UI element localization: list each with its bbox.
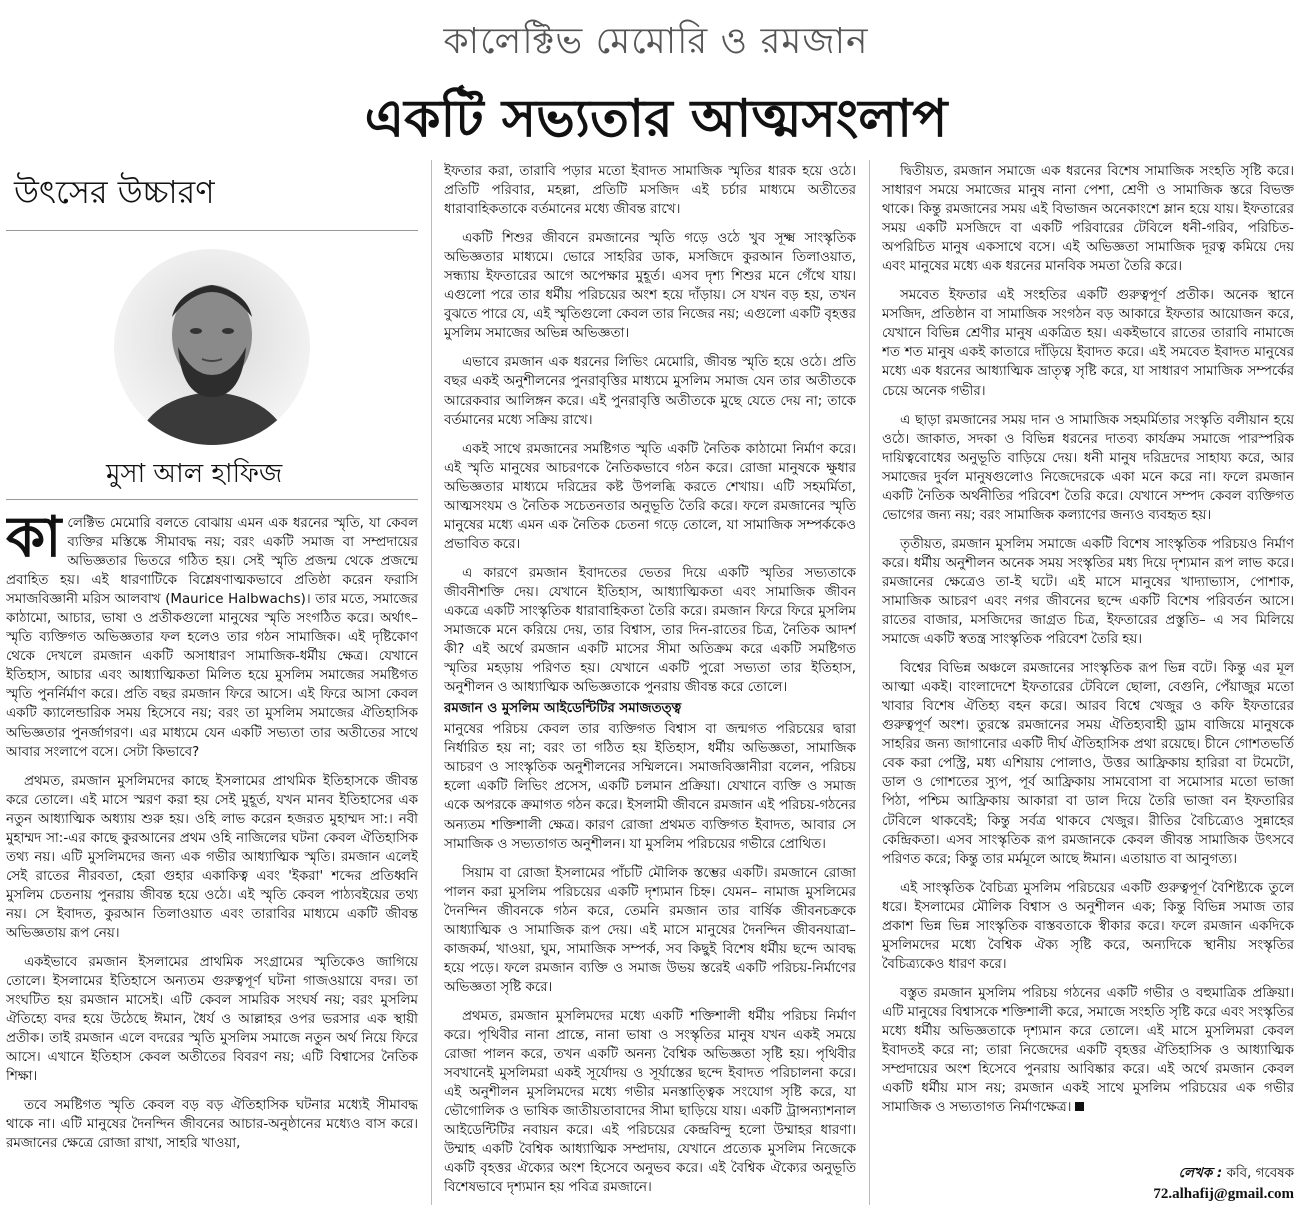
paragraph: একইভাবে রমজান ইসলামের প্রাথমিক সংগ্রামের স্মৃতিকেও জাগিয়ে তোলে। ইসলামের ইতিহাসে অন্যতম গুরুত্বপূর্ণ ঘটনা গাজওয়ায়ে বদর। তা সংঘটিত হয় রমজান মাসেই। এটি কেবল সামরিক সংঘর্ষ নয়; বরং মুসলিম ঐতিহ্যে বদর হয়ে উঠেছে ঈমান, ধৈর্য ও আল্লাহর ওপর ভরসার এক স্থায়ী প্রতীক। তাই রমজান এলে বদরের স্মৃতি মুসলিম সমাজে নতুন অর্থ নিয়ে ফিরে আসে। এখানে ইতিহাস কেবল অতীতের বিবরণ নয়; এটি বিশ্বাসের নৈতিক শিক্ষা। xyxy=(6,955,418,1085)
paragraph: কালেক্টিভ মেমোরি বলতে বোঝায় এমন এক ধরনের স্মৃতি, যা কেবল ব্যক্তির মস্তিষ্কে সীমাবদ্ধ নয়; বরং একটি সমাজ বা সম্প্রদায়ের অভিজ্ঞতার ভিতরে গঠিত হয়। সেই স্মৃতি প্রজন্ম থেকে প্রজন্মে প্রবাহিত হয়। এই ধারণাটিকে বিশ্লেষণাত্মকভাবে প্রতিষ্ঠা করেন ফরাসি সমাজবিজ্ঞানী মরিস আলবাখ (Maurice Halbwachs)। তার মতে, সমাজের কাঠামো, আচার, ভাষা ও প্রতীকগুলো মানুষের স্মৃতি সংগঠিত করে। অর্থাৎ– স্মৃতি ব্যক্তিগত অভিজ্ঞতার ফল হলেও তার গঠন সামাজিক। এই দৃষ্টিকোণ থেকে দেখলে রমজান একটি অসাধারণ সামাজিক-ধর্মীয় ক্ষেত্র। যেখানে ইতিহাস, আচার এবং আধ্যাত্মিকতা মিলিত হয়ে মুসলিম সমাজের সমষ্টিগত স্মৃতি পুনর্নির্মাণ করে। প্রতি বছর রমজান ফিরে আসে। এই ফিরে আসা কেবল একটি ক্যালেন্ডারিক সময় হিসেবে নয়; বরং তা মুসলিম সমাজের ঐতিহাসিক অভিজ্ঞতার পুনর্জাগরণ। এর মাধ্যমে যেন একটি সভ্যতা তার অতীতের সাথে আবার সংলাপে বসে। সেটা কিভাবে? xyxy=(6,505,418,760)
paragraph: মানুষের পরিচয় কেবল তার ব্যক্তিগত বিশ্বাস বা জন্মগত পরিচয়ের দ্বারা নির্ধারিত হয় না; বরং তা গঠিত হয় ইতিহাস, ধর্মীয় অভিজ্ঞতা, সামাজিক আচরণ ও সাংস্কৃতিক অনুশীলনের সম্মিলনে। সমাজবিজ্ঞানীরা বলেন, পরিচয় হলো একটি লিভিং প্রসেস, একটি চলমান প্রক্রিয়া। যেখানে ব্যক্তি ও সমাজ একে অপরকে ক্রমাগত গঠন করে। ইসলামী জীবনে রমজান এই পরিচয়-গঠনের অন্যতম শক্তিশালী ক্ষেত্র। কারণ রোজা প্রথমত ব্যক্তিগত ইবাদত, আবার সে সামাজিক ও সভ্যতাগত অনুশীলন। যা মুসলিম পরিচয়ের গভীরে প্রোথিত। xyxy=(444,722,856,852)
paragraph: প্রথমত, রমজান মুসলিমদের মধ্যে একটি শক্তিশালী ধর্মীয় পরিচয় নির্মাণ করে। পৃথিবীর নানা প্রান্তে, নানা ভাষা ও সংস্কৃতির মানুষ যখন একই সময়ে রোজা পালন করে, তখন একটি অনন্য বৈশ্বিক অভিজ্ঞতা সৃষ্টি হয়। পৃথিবীর সবখানেই মুসলিমরা একই সূর্যোদয় ও সূর্যাস্তের ছন্দে ইবাদত পরিচালনা করে। এই অনুশীলন মুসলিমদের মধ্যে গভীর মনস্তাত্ত্বিক সংযোগ সৃষ্টি করে, যা ভৌগোলিক ও ভাষিক জাতীয়তাবাদের সীমা ছাড়িয়ে যায়। একটি ট্রান্সন্যাশনাল আইডেন্টিটির নবায়ন করে। এই পরিচয়ের কেন্দ্রবিন্দু হলো উম্মাহর ধারণা। উম্মাহ একটি বৈশ্বিক আধ্যাত্মিক সম্প্রদায়, যেখানে প্রত্যেক মুসলিম নিজেকে একটি বৃহত্তর ঐক্যের অংশ হিসেবে অনুভব করে। এই বৈশ্বিক ঐক্যের অনুভূতি বিশেষভাবে দৃশ্যমান হয় পবিত্র রমজানে। xyxy=(444,1008,856,1196)
paragraph: এ ছাড়া রমজানের সময় দান ও সামাজিক সহমর্মিতার সংস্কৃতি বলীয়ান হয়ে ওঠে। জাকাত, সদকা ও বিভিন্ন ধরনের দাতব্য কার্যক্রম সমাজে পারস্পরিক দায়িত্ববোধের অনুভূতি বাড়িয়ে দেয়। ধনী মানুষ দরিদ্রদের সাহায্য করে, আর সমাজের দুর্বল মানুষগুলোও নিজেদেরকে একা মনে করে না। ফলে রমজান একটি নৈতিক অর্থনীতির পরিবেশ তৈরি করে। যেখানে সম্পদ কেবল ব্যক্তিগত ভোগের জন্য নয়; বরং সামাজিক কল্যাণের জন্যও ব্যবহৃত হয়। xyxy=(882,412,1294,523)
section-subhead: রমজান ও মুসলিম আইডেন্টিটির সমাজতত্ত্ব xyxy=(444,701,682,717)
paragraph: একটি শিশুর জীবনে রমজানের স্মৃতি গড়ে ওঠে খুব সূক্ষ্ম সাংস্কৃতিক অভিজ্ঞতার মাধ্যমে। ভোরে সাহরির ডাক, মসজিদে কুরআন তিলাওয়াত, সন্ধ্যায় ইফতারের আগে অপেক্ষার মুহূর্ত। এসব দৃশ্য শিশুর মনে গেঁথে যায়। এগুলো পরে তার ধর্মীয় পরিচয়ের অংশ হয়ে দাঁড়ায়। সে যখন বড় হয়, তখন বুঝতে পারে যে, এই স্মৃতিগুলো কেবল তার নিজের নয়; এগুলো একটি বৃহত্তর মুসলিম সমাজের অভিন্ন অভিজ্ঞতা। xyxy=(444,231,856,342)
kicker-title: কালেক্টিভ মেমোরি ও রমজান xyxy=(443,21,869,62)
paragraph: সিয়াম বা রোজা ইসলামের পাঁচটি মৌলিক স্তম্ভের একটি। রমজানে রোজা পালন করা মুসলিম পরিচয়ের একটি দৃশ্যমান চিহ্ন। যেমন– নামাজ মুসলিমের দৈনন্দিন জীবনকে গঠন করে, তেমনি রমজান তার বার্ষিক জীবনচক্রকে আধ্যাত্মিক ও সামাজিক রূপ দেয়। এই মাসে মানুষের দৈনন্দিন জীবনযাত্রা– কাজকর্ম, খাওয়া, ঘুম, সামাজিক সম্পর্ক, সব কিছুই বিশেষ ধর্মীয় ছন্দে আবদ্ধ হয়ে পড়ে। ফলে রমজান ব্যক্তি ও সমাজ উভয় স্তরেই একটি পরিচয়-নির্মাণের অভিজ্ঞতা সৃষ্টি করে। xyxy=(444,865,856,995)
paragraph: একই সাথে রমজানের সমষ্টিগত স্মৃতি একটি নৈতিক কাঠামো নির্মাণ করে। এই স্মৃতি মানুষের আচরণকে নৈতিকভাবে গঠন করে। রোজা মানুষকে ক্ষুধার অভিজ্ঞতার মাধ্যমে দরিদ্রের কষ্ট উপলব্ধি করতে শেখায়। এটি সহমর্মিতা, আত্মসংযম ও নৈতিক সচেতনতার অনুভূতি তৈরি করে। ফলে রমজানের স্মৃতি মানুষের মধ্যে এমন এক নৈতিক চেতনা গড়ে তোলে, যা সামাজিক সম্পর্ককেও প্রভাবিত করে। xyxy=(444,441,856,552)
column-title: উৎসের উচ্চারণ xyxy=(14,173,215,211)
paragraph: সমবেত ইফতার এই সংহতির একটি গুরুত্বপূর্ণ প্রতীক। অনেক স্থানে মসজিদ, প্রতিষ্ঠান বা সামাজিক সংগঠন বড় আকারে ইফতার আয়োজন করে, যেখানে বিভিন্ন শ্রেণীর মানুষ একত্রিত হয়। একইভাবে রাতের তারাবি নামাজে শত শত মানুষ একই কাতারে দাঁড়িয়ে ইবাদত করে। এই সমবেত ইবাদত মানুষের মধ্যে এক ধরনের আধ্যাত্মিক ভ্রাতৃত্ব সৃষ্টি করে, যা সাধারণ সামাজিক সম্পর্কের চেয়ে অনেক গভীর। xyxy=(882,288,1294,399)
paragraph: এভাবে রমজান এক ধরনের লিভিং মেমোরি, জীবন্ত স্মৃতি হয়ে ওঠে। প্রতি বছর একই অনুশীলনের পুনরাবৃত্তির মাধ্যমে মুসলিম সমাজ যেন তার অতীতকে আরেকবার আলিঙ্গন করে। এই পুনরাবৃত্তি অতীতকে মুছে যেতে দেয় না; তাকে বর্তমানের মধ্যে সক্রিয় রাখে। xyxy=(444,355,856,428)
paragraph: এ কারণে রমজান ইবাদতের ভেতর দিয়ে একটি স্মৃতির সভ্যতাকে জীবনীশক্তি দেয়। যেখানে ইতিহাস, আধ্যাত্মিকতা এবং সামাজিক জীবন একত্রে একটি সাংস্কৃতিক ধারাবাহিকতা তৈরি করে। রমজান ফিরে ফিরে মুসলিম সমাজকে মনে করিয়ে দেয়, তার বিশ্বাস, তার দিন-রাতের চিত্র, নৈতিক আদর্শ কী? এই অর্থে রমজান একটি মাসের সীমা অতিক্রম করে একটি সমষ্টিগত স্মৃতির মহড়ায় পরিণত হয়। যেখানে একটি পুরো সভ্যতা তার ইতিহাস, অনুশীলন ও আধ্যাত্মিক অভিজ্ঞতাকে পুনরায় জীবন্ত করে তোলে। xyxy=(444,565,856,696)
paragraph: তবে সমষ্টিগত স্মৃতি কেবল বড় বড় ঐতিহাসিক ঘটনার মধ্যেই সীমাবদ্ধ থাকে না। এটি মানুষের দৈনন্দিন জীবনের আচার-অনুষ্ঠানের মধ্যেও বাস করে। রমজানের ক্ষেত্রে রোজা রাখা, সাহরি খাওয়া, xyxy=(6,1098,418,1152)
article-column-1 xyxy=(6,162,418,1207)
drop-cap: কা xyxy=(6,505,62,570)
paragraph: এই সাংস্কৃতিক বৈচিত্র্য মুসলিম পরিচয়ের একটি গুরুত্বপূর্ণ বৈশিষ্ট্যকে তুলে ধরে। ইসলামের মৌলিক বিশ্বাস ও অনুশীলন এক; কিন্তু বিভিন্ন সমাজ তার প্রকাশ ভিন্ন ভিন্ন সাংস্কৃতিক বাস্তবতাকে স্বীকার করে। ফলে রমজান একদিকে মুসলিমদের মধ্যে বৈশ্বিক ঐক্য সৃষ্টি করে, অন্যদিকে স্থানীয় সংস্কৃতির বৈচিত্র্যকেও ধারণ করে। xyxy=(882,880,1294,972)
byline xyxy=(994,1164,1294,1204)
paragraph: দ্বিতীয়ত, রমজান সমাজে এক ধরনের বিশেষ সামাজিক সংহতি সৃষ্টি করে। সাধারণ সময়ে সমাজের মানুষ নানা পেশা, শ্রেণী ও সামাজিক স্তরে বিভক্ত থাকে। কিন্তু রমজানের সময় এই বিভাজন অনেকাংশে ম্লান হয়ে যায়। ইফতারের সময় একটি মসজিদে বা একটি পরিবারের টেবিলে ধনী-গরিব, পরিচিত-অপরিচিত মানুষ একসাথে বসে। এই অভিজ্ঞতা সামাজিক দূরত্ব কমিয়ে দেয় এবং মানুষের মধ্যে এক ধরনের মানবিক সমতা তৈরি করে। xyxy=(882,164,1294,275)
author-name: মুসা আল হাফিজ xyxy=(106,459,283,489)
end-mark xyxy=(1075,1102,1084,1111)
divider xyxy=(6,499,418,500)
article-column-2 xyxy=(444,162,856,1207)
headline: একটি সভ্যতার আত্মসংলাপ xyxy=(364,89,948,149)
paragraph: বিশ্বের বিভিন্ন অঞ্চলে রমজানের সাংস্কৃতিক রূপ ভিন্ন বটে। কিন্তু এর মূল আত্মা একই। বাংলাদেশে ইফতারের টেবিলে ছোলা, বেগুনি, পেঁয়াজুর মতো খাবার বিশেষ ঐতিহ্য বহন করে। আরব বিশ্বে খেজুর ও কফি ইফতারের গুরুত্বপূর্ণ অংশ। তুরস্কে রমজানের সময় ঐতিহ্যবাহী ড্রাম বাজিয়ে মানুষকে সাহরির জন্য জাগানোর একটি দীর্ঘ ঐতিহাসিক প্রথা রয়েছে। চীনে গোশতভর্তি বেক করা পেস্ট্রি, মধ্য এশিয়ায় পোলাও, উত্তর আফ্রিকায় হারিরা বা টমেটো, ডাল ও গোশতের স্যুপ, পূর্ব আফ্রিকায় সামবোসা বা সমোসার মতো ভাজা পিঠা, পশ্চিম আফ্রিকায় আকারা বা ডাল দিয়ে তৈরি ভাজা বন ইফতারির টেবিলে থাকবেই; কিন্তু সর্বত্র থাকবে খেজুর। রীতির বৈচিত্র্যেও সুন্নাহের কেন্দ্রিকতা। এসব সাংস্কৃতিক রূপ রমজানকে কেবল জীবন্ত সামাজিক উৎসবে পরিণত করে; কিন্তু তার মর্মমূলে আছে ঈমান। এতায়াত বা আনুগত্য। xyxy=(882,661,1294,867)
byline-role: কবি, গবেষক xyxy=(1226,1166,1294,1181)
byline-label: লেখক : xyxy=(1178,1166,1223,1181)
paragraph: তৃতীয়ত, রমজান মুসলিম সমাজে একটি বিশেষ সাংস্কৃতিক পরিচয়ও নির্মাণ করে। ধর্মীয় অনুশীলন অনেক সময় সংস্কৃতির মধ্য দিয়ে দৃশ্যমান রূপ লাভ করে। রমজানের ক্ষেত্রেও তা-ই ঘটে। এই মাসে মানুষের খাদ্যাভ্যাস, পোশাক, সামাজিক আচরণ এবং নগর জীবনের ছন্দে একটি বিশেষ পরিবর্তন আসে। রাতের বাজার, মসজিদের জাগ্রত চিত্র, ইফতারের প্রস্তুতি– এ সব মিলিয়ে সমাজে একটি স্বতন্ত্র সাংস্কৃতিক পরিবেশ তৈরি হয়। xyxy=(882,536,1294,648)
column-divider xyxy=(869,160,870,1205)
paragraph: প্রথমত, রমজান মুসলিমদের কাছে ইসলামের প্রাথমিক ইতিহাসকে জীবন্ত করে তোলে। এই মাসে স্মরণ করা হয় সেই মুহূর্ত, যখন মানব ইতিহাসের এক নতুন আধ্যাত্মিক অধ্যায় শুরু হয়। ওহি লাভ করেন হজরত মুহাম্মদ সা:। নবী মুহাম্মদ সা:-এর কাছে কুরআনের প্রথম ওহি নাজিলের ঘটনা কেবল ঐতিহাসিক তথ্য নয়। এটি মুসলিমদের জন্য এক গভীর আধ্যাত্মিক স্মৃতি। রমজান এলেই সেই রাতের নীরবতা, হেরা গুহার একাকিত্ব এবং 'ইকরা' শব্দের প্রতিধ্বনি মুসলিম চেতনায় পুনরায় জীবন্ত হয়ে ওঠে। এই স্মৃতি কেবল পাঠ্যবইয়ের তথ্য নয়। সে ইবাদত, কুরআন তিলাওয়াত এবং তারাবির মাধ্যমে একটি জীবন্ত অভিজ্ঞতায় রূপ নেয়। xyxy=(6,773,418,941)
paragraph: বস্তুত রমজান মুসলিম পরিচয় গঠনের একটি গভীর ও বহুমাত্রিক প্রক্রিয়া। এটি মানুষের বিশ্বাসকে শক্তিশালী করে, সমাজে সংহতি সৃষ্টি করে এবং সংস্কৃতির মধ্যে ধর্মীয় অভিজ্ঞতাকে দৃশ্যমান করে তোলে। এই মাসে মুসলিমরা কেবল ইবাদতই করে না; তারা নিজেদের একটি বৃহত্তর ঐতিহাসিক ও আধ্যাত্মিক সম্প্রদায়ের অংশ হিসেবে পুনরায় আবিষ্কার করে। এই অর্থে রমজান কেবল একটি ধর্মীয় মাস নয়; রমজান একই সাথে মুসলিম পরিচয়ের এক গভীর সামাজিক ও সভ্যতাগত নির্মাণক্ষেত্র। xyxy=(882,985,1294,1116)
article-column-3 xyxy=(882,162,1294,1207)
author-photo xyxy=(112,247,312,447)
column-divider xyxy=(431,160,432,1205)
author-email: 72.alhafij@gmail.com xyxy=(1153,1186,1294,1202)
paragraph: ইফতার করা, তারাবি পড়ার মতো ইবাদত সামাজিক স্মৃতির ধারক হয়ে ওঠে। প্রতিটি পরিবার, মহল্লা, প্রতিটি মসজিদ এই চর্চার মাধ্যমে অতীতের ধারাবাহিকতাকে বর্তমানের মধ্যে জীবন্ত রাখে। xyxy=(444,164,856,218)
divider xyxy=(6,230,418,231)
